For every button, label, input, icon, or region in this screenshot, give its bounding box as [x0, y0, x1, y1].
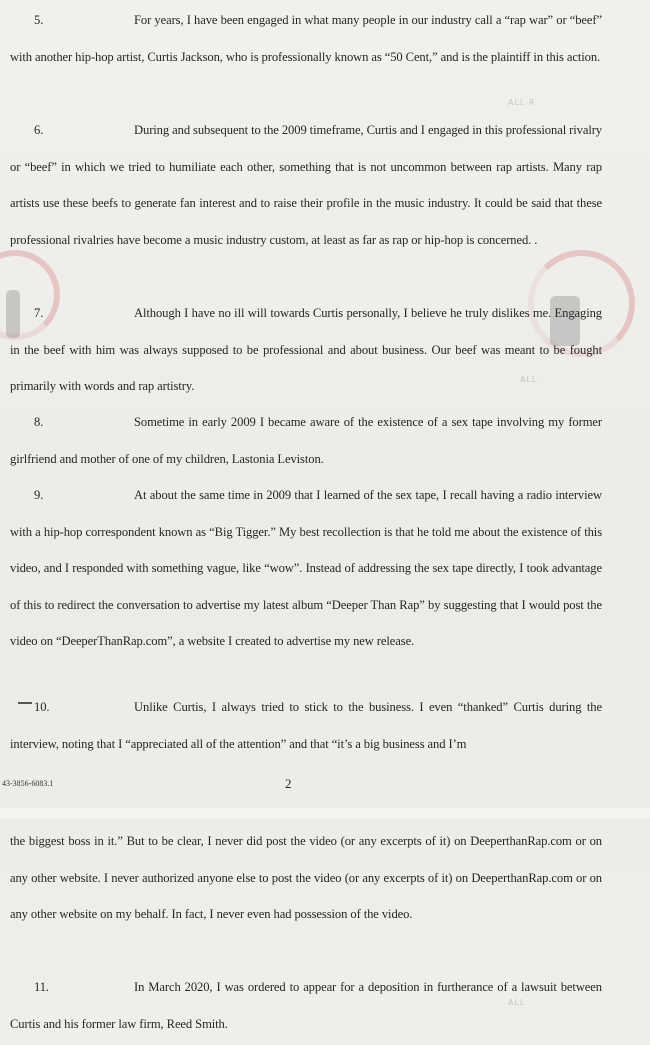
paragraph-text: For years, I have been engaged in what many people in our industry call a “rap war” or “beef” with another hip-hop artist, Curtis Jackson, who is professionally known as “50 Cent,” and is the plaintiff in this action. [10, 13, 602, 64]
paragraph-number: 5. [34, 13, 44, 27]
paragraph-8 [10, 404, 602, 477]
paragraph-11 [10, 969, 602, 1042]
paragraph-number: 8. [34, 415, 44, 429]
watermark-text-2: ALL [520, 375, 538, 384]
paragraph-5 [10, 2, 602, 75]
paragraph-text: At about the same time in 2009 that I learned of the sex tape, I recall having a radio interview with a hip-hop correspondent known as “Big Tigger.” My best recollection is that he told me about the existence of this video, and I responded with something vague, like “wow”. Instead of addressing the sex tape directly, I took advantage of this to redirect the conversation to advertise my latest album “Deeper Than Rap” by suggesting that I would post the video on “DeeperThanRap.com”, a website I created to advertise my new release. [10, 488, 602, 648]
paragraph-number: 9. [34, 488, 44, 502]
paragraph-9 [10, 477, 602, 660]
paragraph-6 [10, 112, 602, 258]
paragraph-number: 7. [34, 306, 44, 320]
paragraph-text: the biggest boss in it.” But to be clear, I never did post the video (or any excerpts of it) on DeeperthanRap.com or on any other website. I never authorized anyone else to post the video (or any excerpts of it) on DeeperthanRap.com or on any other website on my behalf. In fact, I never even had possession of the video. [10, 834, 602, 921]
paragraph-text: Although I have no ill will towards Curtis personally, I believe he truly dislikes me. Engaging in the beef with him was always supposed to be professional and about business. Our beef was meant to be fought primarily with words and rap artistry. [10, 306, 602, 393]
page-number: 2 [285, 776, 292, 791]
paragraph-number: 10. [34, 700, 50, 714]
paragraph-text: During and subsequent to the 2009 timeframe, Curtis and I engaged in this professional rivalry or “beef” in which we tried to humiliate each other, something that is not uncommon between rap artists. Many rap artists use these beefs to generate fan interest and to raise their profile in the music industry. It could be said that these professional rivalries have become a music industry custom, at least as far as rap or hip-hop is concerned. . [10, 123, 603, 247]
watermark-text-1: ALL R [508, 98, 536, 107]
paragraph-number: 11. [34, 980, 49, 994]
paragraph-10-continued [10, 823, 602, 933]
paragraph-number: 6. [34, 123, 44, 137]
paragraph-text: In March 2020, I was ordered to appear for a deposition in furtherance of a lawsuit between Curtis and his former law firm, Reed Smith. [10, 980, 602, 1031]
paragraph-7 [10, 295, 602, 405]
paragraph-10 [10, 689, 602, 762]
paragraph-text: Sometime in early 2009 I became aware of the existence of a sex tape involving my former girlfriend and mother of one of my children, Lastonia Leviston. [10, 415, 602, 466]
page-break [0, 808, 650, 818]
paragraph-text: Unlike Curtis, I always tried to stick to the business. I even “thanked” Curtis during the interview, noting that I “appreciated all of the attention” and that “it’s a big business and I’m [10, 700, 602, 751]
document-id: 43-3856-6083.1 [2, 779, 54, 788]
watermark-text-3: ALL [508, 998, 526, 1007]
